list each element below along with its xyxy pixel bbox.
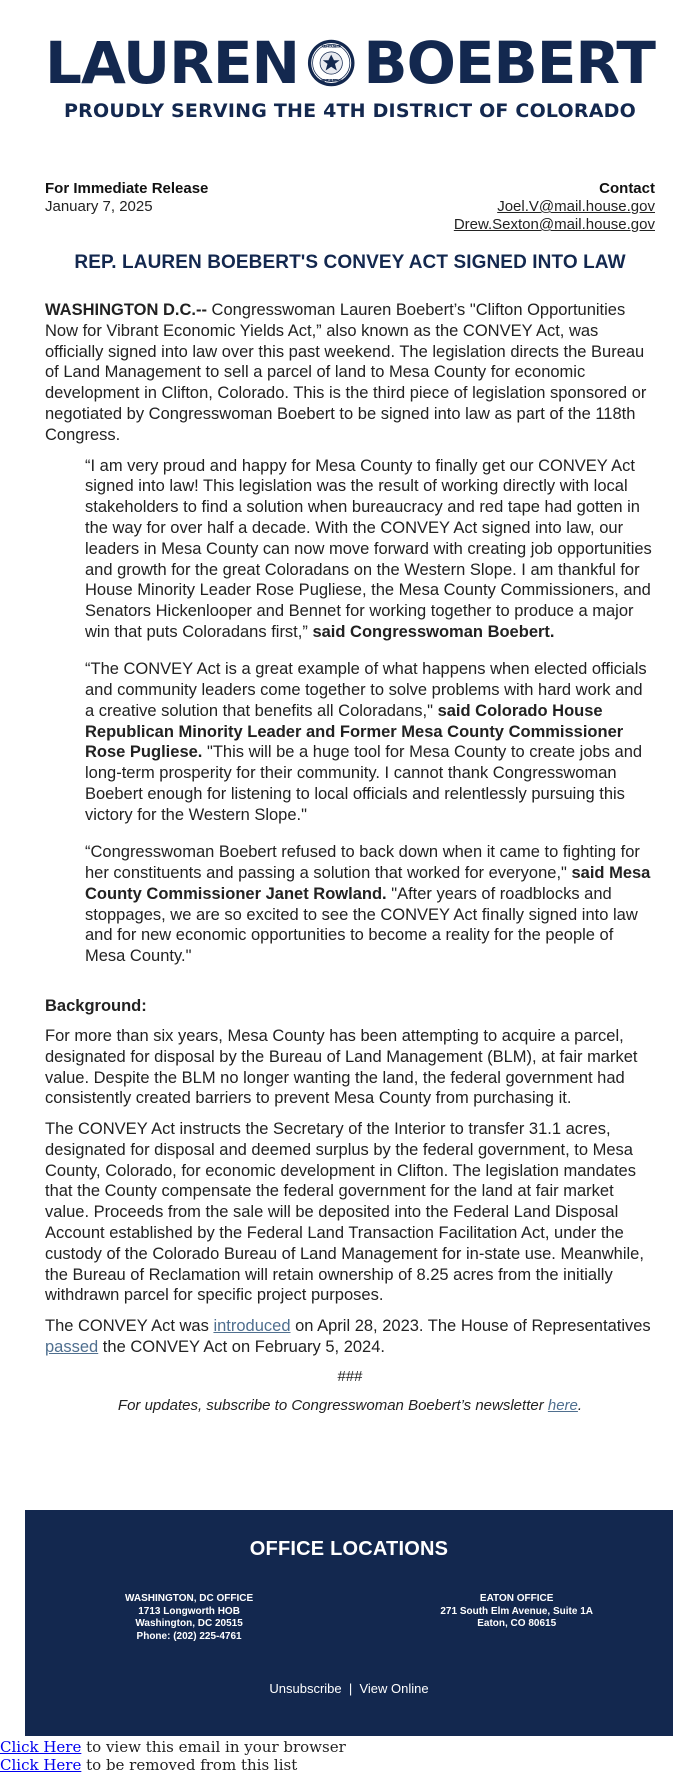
release-date: January 7, 2025 [45,198,153,215]
background-paragraph-3 [45,1316,655,1358]
footer-links [25,1681,673,1696]
view-in-browser-text: to view this email in your browser [81,1738,346,1756]
quote-text: “Congresswoman Boebert refused to back down when it came to fighting for her constituents and passing a solution that worked for everyone," [85,843,640,882]
view-in-browser-link[interactable]: Click Here [0,1738,82,1756]
quote-boebert [85,456,655,643]
newsletter-end: . [577,1396,583,1414]
end-marker: ### [337,1367,363,1385]
passed-link[interactable]: passed [45,1338,99,1357]
quote-attribution: said Mesa County Commissioner Janet Rowland. [85,863,651,903]
svg-text:US HOUSE OF: US HOUSE OF [322,44,341,49]
p3-text-a: The CONVEY Act was [45,1317,214,1336]
lead-text: Congresswoman Lauren Boebert’s "Clifton Opportunities Now for Vibrant Economic Yields Act,” also known as the CONVEY Act, was officially signed into law over this past weekend. The legislation directs the Bureau of Land Management to sell a parcel of land to Mesa County for economic development in Clifton, Colorado. This is the third piece of legislation sponsored or negotiated by Congresswoman Boebert to be signed into law as part of the 118th Congress. [45,301,647,444]
office-line: 271 South Elm Avenue, Suite 1A [440,1605,593,1617]
quote-attribution: said Congresswoman Boebert. [312,622,555,641]
quote-attribution: said Colorado House Republican Minority Leader and Former Mesa County Commissioner Rose Pugliese. [85,701,624,762]
background-paragraph-2: The CONVEY Act instructs the Secretary of the Interior to transfer 31.1 acres, designated for disposal and deemed surplus by the federal government, to Mesa County, Colorado, for economic development in Clifton. The legislation mandates that the County compensate the federal government for the land at fair market value. Proceeds from the sale will be deposited into the Federal Land Disposal Account established by the Federal Land Transaction Facilitation Act, under the custody of the Colorado Bureau of Land Management for in-state use. Meanwhile, the Bureau of Reclamation will retain ownership of 8.25 acres from the initially withdrawn parcel for specific project purposes. [45,1120,644,1305]
office-name: WASHINGTON, DC OFFICE [125,1593,254,1604]
lead-paragraph [45,300,655,446]
contact-email-drew[interactable]: Drew.Sexton@mail.house.gov [453,216,655,233]
release-label: For Immediate Release [45,180,209,197]
first-name: LAUREN [45,29,299,97]
masthead-tagline: PROUDLY SERVING THE 4TH DISTRICT OF COLORADO [64,100,636,122]
contact-label: Contact [599,180,655,197]
office-line: Eaton, CO 80615 [477,1618,557,1629]
office-name: EATON OFFICE [479,1593,554,1604]
unsubscribe-link[interactable]: Unsubscribe [269,1681,342,1696]
newsletter-link[interactable]: here [547,1396,578,1414]
office-eaton [440,1593,593,1643]
office-line: Phone: (202) 225-4761 [136,1630,242,1642]
newsletter-text: For updates, subscribe to Congresswoman Boebert’s newsletter [117,1396,548,1414]
quote-text: “The CONVEY Act is a great example of what happens when elected officials and community leaders come together to solve problems with hard work and a creative solution that benefits all Coloradans," [85,660,647,720]
office-line: 1713 Longworth HOB [138,1605,240,1617]
quote-after: "This will be a huge tool for Mesa County to create jobs and long-term prosperity for their community. I cannot thank Congresswoman Boebert enough for listening to local officials and relentlessly pursuing this victory for the Western Slope." [85,743,643,824]
contact-email-joel[interactable]: Joel.V@mail.house.gov [497,198,655,215]
background-paragraph-1: For more than six years, Mesa County has been attempting to acquire a parcel, designated for disposal by the Bureau of Land Management (BLM), at fair market value. Despite the BLM no longer wanting the land, the federal government had consistently created barriers to prevent Mesa County from purchasing it. [45,1026,638,1108]
background-title: Background: [45,996,147,1015]
newsletter-note [45,1397,655,1414]
introduced-link[interactable]: introduced [213,1317,291,1336]
masthead-name [45,29,655,97]
p3-text-b: on April 28, 2023. The House of Representatives [290,1317,651,1336]
headline: REP. LAUREN BOEBERT'S CONVEY ACT SIGNED INTO LAW [74,252,626,273]
last-name: BOEBERT [363,29,655,97]
view-online-link[interactable]: View Online [359,1681,429,1696]
footer-title: OFFICE LOCATIONS [249,1538,449,1560]
masthead [45,0,655,122]
bottom-links [0,1738,346,1774]
house-seal-icon [307,37,355,89]
remove-from-list-text: to be removed from this list [81,1756,298,1774]
release-info [45,180,655,234]
quote-rowland [85,842,655,967]
quote-pugliese [85,659,655,825]
quote-text: “I am very proud and happy for Mesa County to finally get our CONVEY Act signed into law! This legislation was the result of working directly with local stakeholders to find a solution when bureaucracy and red tape had gotten in the way for over half a decade. With the CONVEY Act signed into law, our leaders in Mesa County can now move forward with creating job opportunities and growth for the great Coloradans on the Western Slope. I am thankful for House Minority Leader Rose Pugliese, the Mesa County Commissioners, and Senators Hickenlooper and Bennet for working together to produce a major win that puts Coloradans first,” [85,456,652,641]
dateline: WASHINGTON D.C.-- [45,301,207,319]
office-line: Washington, DC 20515 [135,1618,243,1629]
svg-text:REPRESENTATIVES: REPRESENTATIVES [321,78,342,83]
footer-office-locations [25,1510,673,1736]
link-separator: | [348,1681,353,1696]
remove-from-list-link[interactable]: Click Here [0,1756,82,1774]
office-dc [125,1593,253,1643]
p3-text-c: the CONVEY Act on February 5, 2024. [98,1338,385,1357]
quote-after: "After years of roadblocks and stoppages, we are so excited to see the CONVEY Act finally signed into law and for new economic opportunities to become a reality for the people of Mesa County." [85,884,638,966]
